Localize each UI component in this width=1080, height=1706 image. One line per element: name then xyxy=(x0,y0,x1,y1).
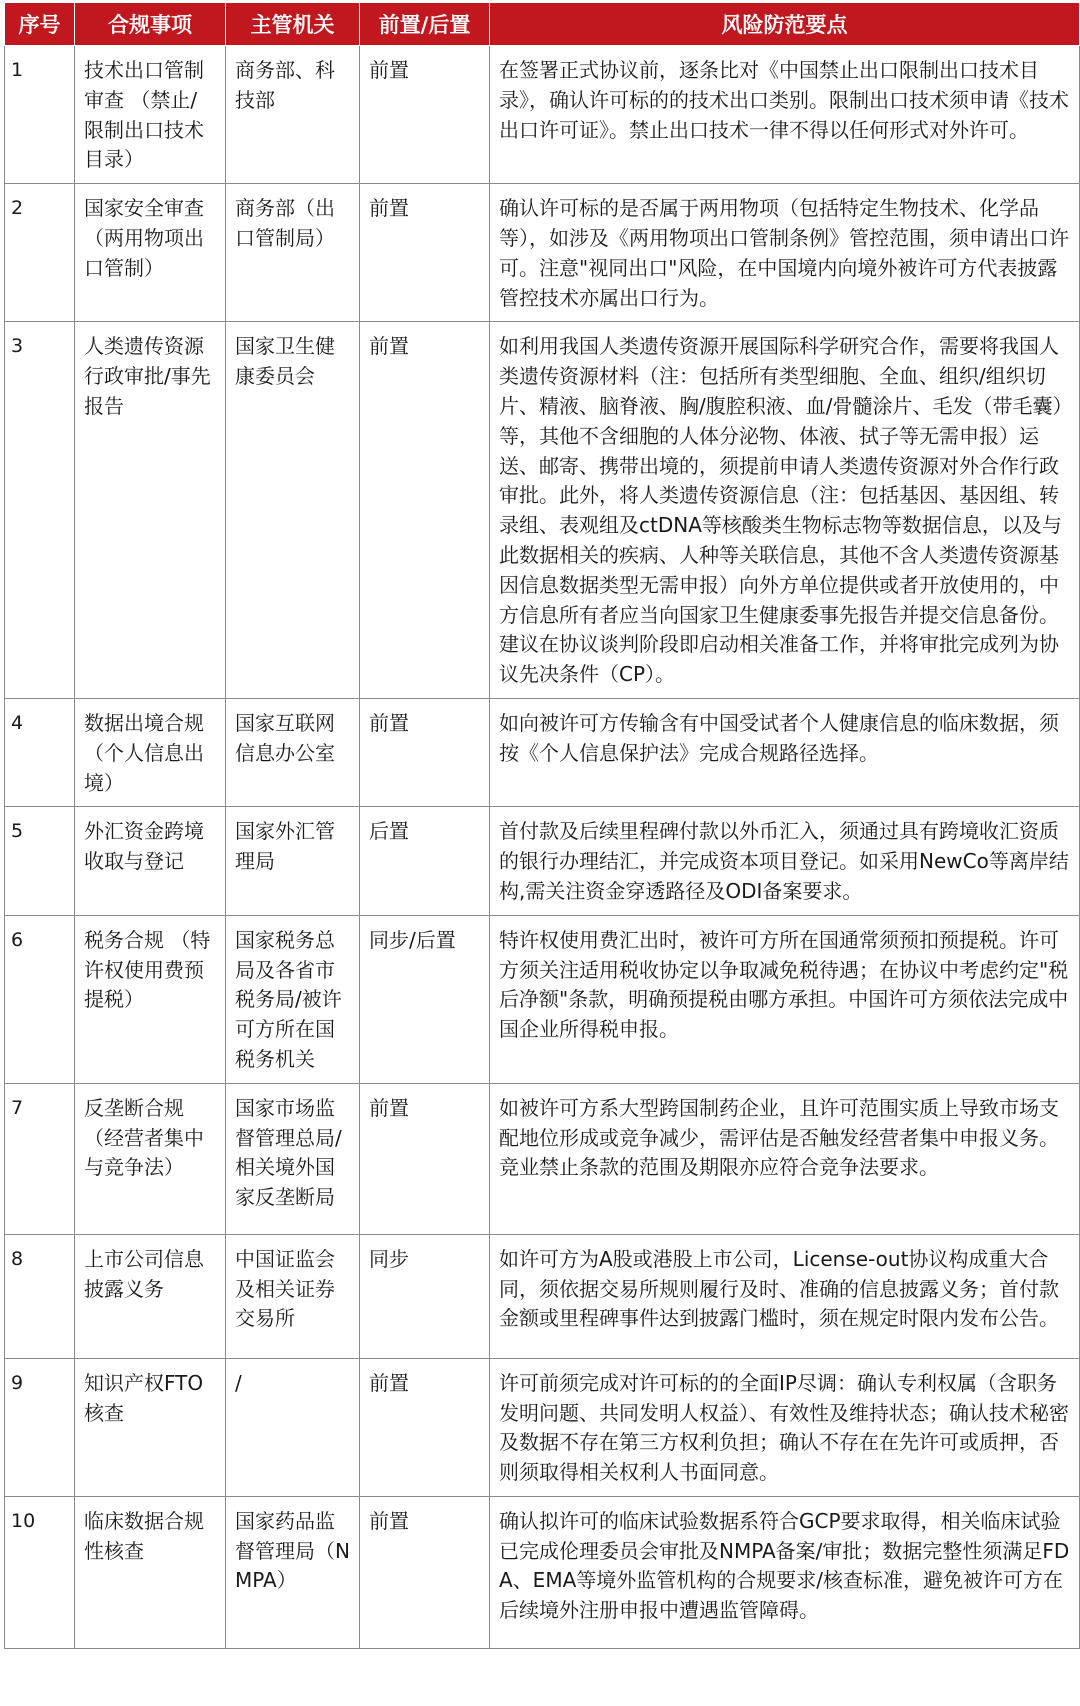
row-item: 临床数据合规性核查 xyxy=(75,1496,226,1648)
table-row xyxy=(5,807,1080,915)
row-item: 数据出境合规 （个人信息出境） xyxy=(75,698,226,806)
table-row xyxy=(5,1083,1080,1234)
row-item: 反垄断合规 （经营者集中与竞争法） xyxy=(75,1083,226,1234)
row-no: 9 xyxy=(5,1358,75,1496)
table-row xyxy=(5,322,1080,699)
row-authority: / xyxy=(226,1358,360,1496)
row-no: 5 xyxy=(5,807,75,915)
header-no: 序号 xyxy=(5,3,75,46)
compliance-table-container xyxy=(4,3,1080,1649)
row-item: 税务合规 （特许权使用费预提税） xyxy=(75,915,226,1083)
table-row xyxy=(5,46,1080,184)
table-row xyxy=(5,1358,1080,1496)
header-authority: 主管机关 xyxy=(226,3,360,46)
compliance-table xyxy=(4,3,1080,1649)
row-authority: 中国证监会及相关证券交易所 xyxy=(226,1234,360,1358)
row-risk: 如被许可方系大型跨国制药企业，且许可范围实质上导致市场支配地位形成或竞争减少，需评估是否触发经营者集中申报义务。竞业禁止条款的范围及期限亦应符合竞争法要求。 xyxy=(490,1083,1080,1234)
row-no: 1 xyxy=(5,46,75,184)
row-risk: 在签署正式协议前，逐条比对《中国禁止出口限制出口技术目录》，确认许可标的的技术出口类别。限制出口技术须申请《技术出口许可证》。禁止出口技术一律不得以任何形式对外许可。 xyxy=(490,46,1080,184)
row-no: 7 xyxy=(5,1083,75,1234)
row-timing: 前置 xyxy=(360,1358,490,1496)
row-risk: 确认许可标的是否属于两用物项（包括特定生物技术、化学品等），如涉及《两用物项出口管制条例》管控范围，须申请出口许可。注意"视同出口"风险，在中国境内向境外被许可方代表披露管控技术亦属出口行为。 xyxy=(490,184,1080,322)
row-authority: 国家卫生健康委员会 xyxy=(226,322,360,699)
row-risk: 特许权使用费汇出时，被许可方所在国通常须预扣预提税。许可方须关注适用税收协定以争取减免税待遇；在协议中考虑约定"税后净额"条款，明确预提税由哪方承担。中国许可方须依法完成中国企业所得税申报。 xyxy=(490,915,1080,1083)
row-timing: 前置 xyxy=(360,1083,490,1234)
header-timing: 前置/后置 xyxy=(360,3,490,46)
table-row xyxy=(5,698,1080,806)
table-row xyxy=(5,1496,1080,1648)
header-risk: 风险防范要点 xyxy=(490,3,1080,46)
row-item: 外汇资金跨境收取与登记 xyxy=(75,807,226,915)
table-row xyxy=(5,915,1080,1083)
row-authority: 国家互联网信息办公室 xyxy=(226,698,360,806)
table-header-row xyxy=(5,3,1080,46)
row-timing: 后置 xyxy=(360,807,490,915)
row-risk: 如向被许可方传输含有中国受试者个人健康信息的临床数据，须按《个人信息保护法》完成合规路径选择。 xyxy=(490,698,1080,806)
row-item: 人类遗传资源行政审批/事先报告 xyxy=(75,322,226,699)
row-authority: 国家药品监督管理局（NMPA） xyxy=(226,1496,360,1648)
row-no: 3 xyxy=(5,322,75,699)
row-risk: 首付款及后续里程碑付款以外币汇入，须通过具有跨境收汇资质的银行办理结汇，并完成资本项目登记。如采用NewCo等离岸结构,需关注资金穿透路径及ODI备案要求。 xyxy=(490,807,1080,915)
row-no: 8 xyxy=(5,1234,75,1358)
row-item: 技术出口管制审查 （禁止/限制出口技术目录） xyxy=(75,46,226,184)
header-item: 合规事项 xyxy=(75,3,226,46)
row-item: 上市公司信息披露义务 xyxy=(75,1234,226,1358)
row-timing: 前置 xyxy=(360,1496,490,1648)
row-authority: 国家税务总局及各省市税务局/被许可方所在国税务机关 xyxy=(226,915,360,1083)
row-no: 4 xyxy=(5,698,75,806)
row-authority: 商务部（出口管制局） xyxy=(226,184,360,322)
row-item: 知识产权FTO核查 xyxy=(75,1358,226,1496)
table-row xyxy=(5,1234,1080,1358)
row-risk: 如许可方为A股或港股上市公司，License-out协议构成重大合同，须依据交易所规则履行及时、准确的信息披露义务；首付款金额或里程碑事件达到披露门槛时，须在规定时限内发布公告。 xyxy=(490,1234,1080,1358)
row-no: 2 xyxy=(5,184,75,322)
row-authority: 商务部、科技部 xyxy=(226,46,360,184)
row-authority: 国家外汇管理局 xyxy=(226,807,360,915)
row-timing: 前置 xyxy=(360,184,490,322)
row-risk: 确认拟许可的临床试验数据系符合GCP要求取得，相关临床试验已完成伦理委员会审批及NMPA备案/审批；数据完整性须满足FDA、EMA等境外监管机构的合规要求/核查标准，避免被许可方在后续境外注册申报中遭遇监管障碍。 xyxy=(490,1496,1080,1648)
row-item: 国家安全审查 （两用物项出口管制） xyxy=(75,184,226,322)
row-no: 6 xyxy=(5,915,75,1083)
row-timing: 同步/后置 xyxy=(360,915,490,1083)
row-timing: 前置 xyxy=(360,46,490,184)
row-timing: 前置 xyxy=(360,322,490,699)
table-row xyxy=(5,184,1080,322)
row-risk: 如利用我国人类遗传资源开展国际科学研究合作，需要将我国人类遗传资源材料（注：包括所有类型细胞、全血、组织/组织切片、精液、脑脊液、胸/腹腔积液、血/骨髓涂片、毛发（带毛囊）等，其他不含细胞的人体分泌物、体液、拭子等无需申报）运送、邮寄、携带出境的，须提前申请人类遗传资源对外合作行政审批。此外，将人类遗传资源信息（注：包括基因、基因组、转录组、表观组及ctDNA等核酸类生物标志物等数据信息，以及与此数据相关的疾病、人种等关联信息，其他不含人类遗传资源基因信息数据类型无需申报）向外方单位提供或者开放使用的，中方信息所有者应当向国家卫生健康委事先报告并提交信息备份。建议在协议谈判阶段即启动相关准备工作，并将审批完成列为协议先决条件（CP）。 xyxy=(490,322,1080,699)
row-timing: 同步 xyxy=(360,1234,490,1358)
row-no: 10 xyxy=(5,1496,75,1648)
row-risk: 许可前须完成对许可标的的全面IP尽调：确认专利权属（含职务发明问题、共同发明人权益）、有效性及维持状态；确认技术秘密及数据不存在第三方权利负担；确认不存在在先许可或质押，否则须取得相关权利人书面同意。 xyxy=(490,1358,1080,1496)
row-timing: 前置 xyxy=(360,698,490,806)
row-authority: 国家市场监督管理总局/相关境外国家反垄断局 xyxy=(226,1083,360,1234)
